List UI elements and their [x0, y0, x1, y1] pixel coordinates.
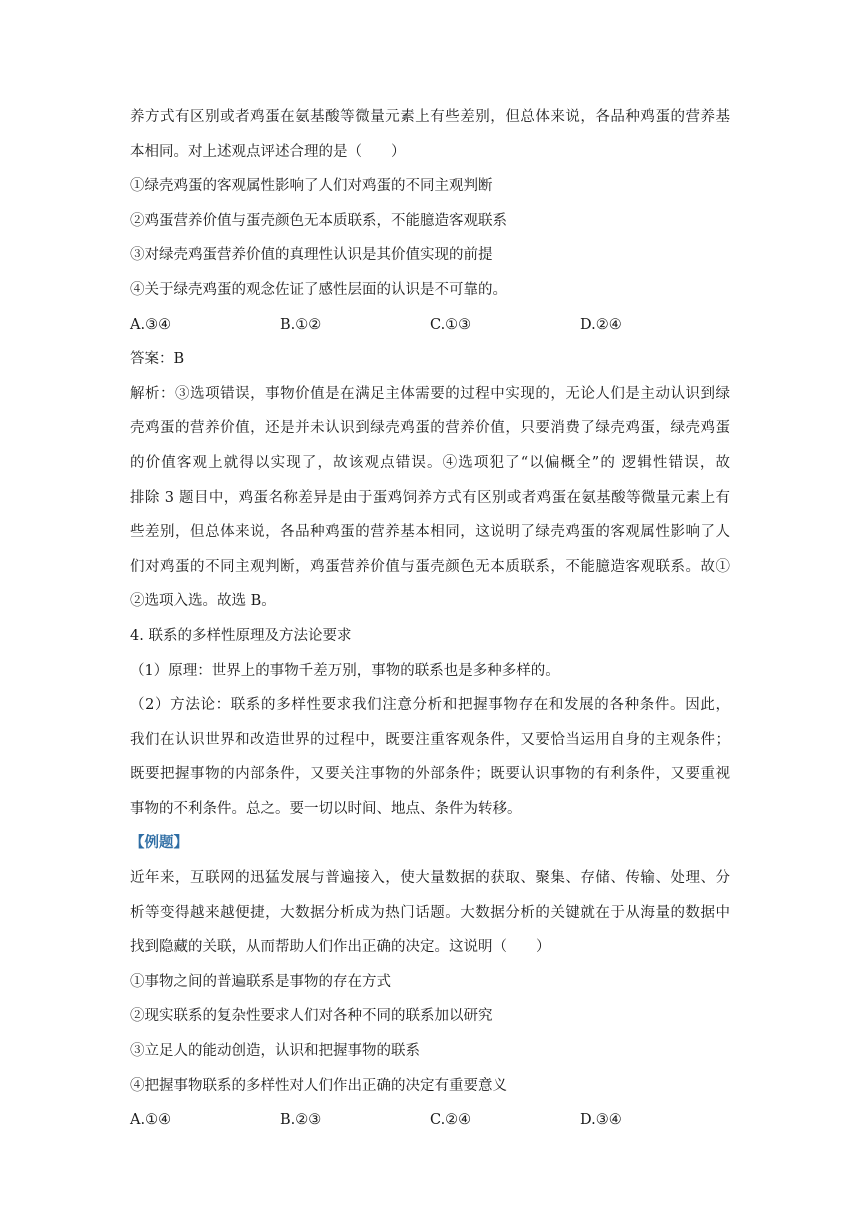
analysis-line: 的价值客观上就得以实现了，故该观点错误。④选项犯了“以偏概全”的 逻辑性错误，故: [130, 454, 730, 471]
stem-line: 本相同。对上述观点评述合理的是（ ）: [130, 143, 406, 160]
method-line: 我们在认识世界和改造世界的过程中，既要注重客观条件，又要恰当运用自身的主观条件；: [130, 731, 730, 748]
statement-2: ②现实联系的复杂性要求人们对各种不同的联系加以研究: [130, 1008, 493, 1025]
stem-line: 析等变得越来越便捷，大数据分析成为热门话题。大数据分析的关键就在于从海量的数据中: [130, 904, 730, 921]
answer: 答案：B: [130, 351, 185, 368]
stem-line: 找到隐藏的关联，从而帮助人们作出正确的决定。这说明（ ）: [130, 939, 551, 956]
analysis-line: 壳鸡蛋的营养价值，还是并未认识到绿壳鸡蛋的营养价值，只要消费了绿壳鸡蛋，绿壳鸡蛋: [130, 420, 730, 437]
analysis-line: 排除 3 题目中，鸡蛋名称差异是由于蛋鸡饲养方式有区别或者鸡蛋在氨基酸等微量元素上有: [130, 489, 730, 506]
example-statement-list: [130, 965, 730, 1103]
method-line: 既要把握事物的内部条件，又要关注事物的外部条件；既要认识事物的有利条件，又要重视: [130, 766, 730, 783]
statement-2: ②鸡蛋营养价值与蛋壳颜色无本质联系，不能臆造客观联系: [130, 212, 507, 229]
example-answer-options: [130, 1103, 730, 1138]
method-line: 事物的不利条件。总之。要一切以时间、地点、条件为转移。: [130, 800, 522, 817]
statement-1: ①事物之间的普遍联系是事物的存在方式: [130, 973, 391, 990]
analysis-line: ②选项入选。故选 B。: [130, 593, 276, 610]
analysis-line: 们对鸡蛋的不同主观判断，鸡蛋营养价值与蛋壳颜色无本质联系，不能臆造客观联系。故①: [130, 558, 730, 575]
statement-1: ①绿壳鸡蛋的客观属性影响了人们对鸡蛋的不同主观判断: [130, 178, 493, 195]
analysis-line: 些差别，但总体来说，各品种鸡蛋的营养基本相同，这说明了绿壳鸡蛋的客观属性影响了人: [130, 524, 730, 541]
example-stem: [130, 861, 730, 965]
analysis: [130, 377, 730, 619]
option-b: B.②③: [280, 1112, 322, 1129]
example-heading: 【例题】: [130, 834, 188, 852]
option-c: C.②④: [430, 1112, 472, 1129]
option-c: C.①③: [430, 316, 472, 333]
option-d: D.②④: [580, 316, 622, 333]
statement-3: ③对绿壳鸡蛋营养价值的真理性认识是其价值实现的前提: [130, 247, 493, 264]
statement-4: ④把握事物联系的多样性对人们作出正确的决定有重要意义: [130, 1077, 507, 1094]
analysis-line: 解析：③选项错误，事物价值是在满足主体需要的过程中实现的，无论人们是主动认识到绿: [130, 385, 730, 402]
statement-4: ④关于绿壳鸡蛋的观念佐证了感性层面的认识是不可靠的。: [130, 281, 507, 298]
methodology: [130, 688, 730, 826]
stem-line: 养方式有区别或者鸡蛋在氨基酸等微量元素上有些差别，但总体来说，各品种鸡蛋的营养基: [130, 109, 730, 125]
answer-options: [130, 308, 730, 343]
statement-list: [130, 169, 730, 307]
statement-3: ③立足人的能动创造，认识和把握事物的联系: [130, 1043, 420, 1060]
method-line: （2）方法论：联系的多样性要求我们注意分析和把握事物存在和发展的各种条件。因此，: [130, 697, 730, 714]
section-title: 4. 联系的多样性原理及方法论要求: [130, 627, 352, 644]
stem-line: 近年来，互联网的迅猛发展与普遍接入，使大量数据的获取、聚集、存储、传输、处理、分: [130, 870, 730, 887]
document-page: [130, 100, 730, 1138]
option-a: A.③④: [130, 316, 172, 333]
principle-text: （1）原理：世界上的事物千差万别，事物的联系也是多种多样的。: [130, 662, 560, 679]
option-b: B.①②: [280, 316, 322, 333]
option-d: D.③④: [580, 1112, 622, 1129]
question-stem: [130, 100, 730, 169]
option-a: A.①④: [130, 1112, 172, 1129]
